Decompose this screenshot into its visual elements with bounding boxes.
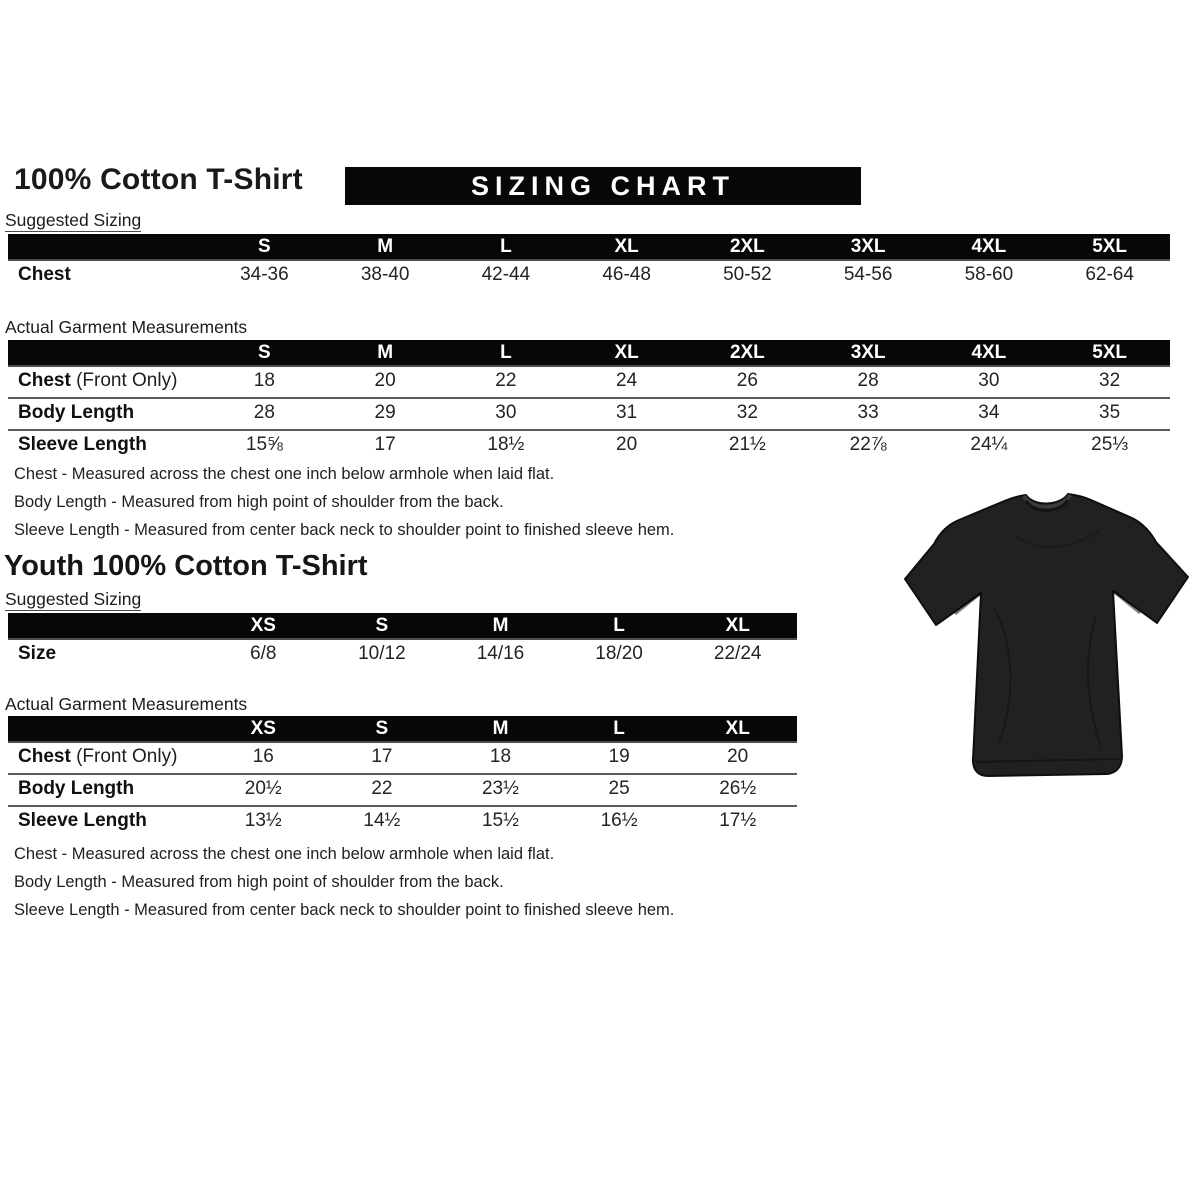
table-row-body-length <box>8 398 1170 430</box>
row-label: Body Length <box>18 402 135 423</box>
table-row-chest <box>8 366 1170 398</box>
size-value-cell: 21½ <box>728 434 766 455</box>
black-tshirt-image <box>897 474 1195 808</box>
size-value-cell: 26½ <box>719 778 757 799</box>
size-value-cell: 32 <box>1099 370 1121 391</box>
size-value-cell: 38-40 <box>360 264 410 285</box>
adult-measurement-notes <box>14 460 674 544</box>
size-column-header: M <box>441 613 560 639</box>
size-value-cell: 33 <box>857 402 879 423</box>
size-value-cell: 22 <box>371 778 393 799</box>
size-value-cell: 15⅝ <box>245 434 283 455</box>
row-label: Sleeve Length <box>18 434 147 455</box>
youth-measurement-notes <box>14 840 674 924</box>
size-value-cell: 6/8 <box>250 643 277 664</box>
size-value-cell: 30 <box>978 370 1000 391</box>
size-value-cell: 20 <box>727 746 749 767</box>
size-value-cell: 17½ <box>719 810 757 831</box>
size-value-cell: 20 <box>374 370 396 391</box>
youth-suggested-sizing-table <box>8 613 797 670</box>
size-value-cell: 42-44 <box>481 264 531 285</box>
size-column-header: M <box>441 716 560 742</box>
size-column-header: XS <box>204 716 323 742</box>
table-header-row <box>8 613 797 639</box>
header-spacer-cell <box>8 234 204 260</box>
header-spacer-cell <box>8 340 204 366</box>
table-header-row <box>8 716 797 742</box>
size-column-header: L <box>560 716 679 742</box>
size-value-cell: 50-52 <box>723 264 772 285</box>
size-column-header: S <box>323 613 442 639</box>
measurement-note: Chest - Measured across the chest one inch below armhole when laid flat. <box>14 465 555 483</box>
size-value-cell: 16 <box>252 746 274 767</box>
table-row-sleeve-length <box>8 430 1170 461</box>
table-row-chest <box>8 260 1170 291</box>
size-value-cell: 18 <box>253 370 275 391</box>
size-value-cell: 30 <box>495 402 517 423</box>
size-column-header: XL <box>566 234 687 260</box>
sizing-chart-banner <box>345 167 861 205</box>
table-header-row <box>8 234 1170 260</box>
adult-actual-measurements-table <box>8 340 1170 461</box>
measurement-note: Body Length - Measured from high point of shoulder from the back. <box>14 873 504 891</box>
row-label: Chest <box>18 264 71 285</box>
sizing-chart-banner-text: SIZING CHART <box>471 170 735 201</box>
size-value-cell: 17 <box>374 434 396 455</box>
size-value-cell: 34 <box>978 402 1000 423</box>
size-value-cell: 22 <box>495 370 517 391</box>
size-column-header: M <box>325 234 446 260</box>
size-value-cell: 18½ <box>487 434 525 455</box>
size-value-cell: 28 <box>857 370 879 391</box>
size-value-cell: 16½ <box>600 810 638 831</box>
size-value-cell: 18 <box>489 746 512 767</box>
adult-suggested-sizing-label: Suggested Sizing <box>5 210 142 230</box>
size-value-cell: 32 <box>736 402 758 423</box>
header-spacer-cell <box>8 613 204 639</box>
size-column-header: L <box>446 234 567 260</box>
size-column-header: XS <box>204 613 323 639</box>
size-value-cell: 22⅞ <box>849 434 887 455</box>
size-value-cell: 25 <box>608 778 630 799</box>
size-value-cell: 25⅓ <box>1091 434 1129 455</box>
size-column-header: XL <box>678 716 797 742</box>
measurement-note: Sleeve Length - Measured from center back neck to shoulder point to finished sleeve hem. <box>14 521 675 539</box>
size-value-cell: 31 <box>616 402 638 423</box>
row-label: Chest (Front Only) <box>18 746 178 767</box>
size-value-cell: 35 <box>1099 402 1121 423</box>
size-value-cell: 58-60 <box>964 264 1014 285</box>
size-value-cell: 10/12 <box>358 643 406 664</box>
youth-actual-measurements-table <box>8 716 797 837</box>
table-row-size <box>8 639 797 670</box>
size-column-header: 5XL <box>1049 234 1170 260</box>
size-value-cell: 24¼ <box>970 434 1008 455</box>
size-column-header: 2XL <box>687 340 808 366</box>
size-value-cell: 46-48 <box>602 264 651 285</box>
size-value-cell: 23½ <box>481 778 519 799</box>
size-value-cell: 14½ <box>363 810 401 831</box>
size-value-cell: 22/24 <box>713 643 762 664</box>
adult-actual-measurements-label: Actual Garment Measurements <box>5 317 248 337</box>
size-column-header: 2XL <box>687 234 808 260</box>
header-spacer-cell <box>8 716 204 742</box>
row-label: Chest (Front Only) <box>18 370 178 391</box>
table-header-row <box>8 340 1170 366</box>
size-column-header: XL <box>566 340 687 366</box>
measurement-note: Body Length - Measured from high point of shoulder from the back. <box>14 493 504 511</box>
size-column-header: 3XL <box>808 340 929 366</box>
size-value-cell: 17 <box>371 746 393 767</box>
size-value-cell: 24 <box>616 370 638 391</box>
size-value-cell: 19 <box>608 746 630 767</box>
size-value-cell: 54-56 <box>843 264 893 285</box>
size-column-header: L <box>446 340 567 366</box>
size-value-cell: 34-36 <box>240 264 289 285</box>
row-label: Size <box>18 643 57 664</box>
size-column-header: L <box>560 613 679 639</box>
youth-section-title: Youth 100% Cotton T-Shirt <box>4 550 368 582</box>
measurement-note: Sleeve Length - Measured from center back neck to shoulder point to finished sleeve hem. <box>14 901 675 919</box>
size-value-cell: 20 <box>616 434 638 455</box>
size-column-header: 4XL <box>929 340 1050 366</box>
youth-actual-measurements-label: Actual Garment Measurements <box>5 694 248 714</box>
row-label: Sleeve Length <box>18 810 147 831</box>
table-row-body-length <box>8 774 797 806</box>
table-row-chest <box>8 742 797 774</box>
size-column-header: M <box>325 340 446 366</box>
size-value-cell: 28 <box>253 402 275 423</box>
size-column-header: S <box>204 340 325 366</box>
size-column-header: S <box>323 716 442 742</box>
size-column-header: XL <box>678 613 797 639</box>
adult-suggested-sizing-table <box>8 234 1170 291</box>
size-value-cell: 18/20 <box>595 643 643 664</box>
measurement-note: Chest - Measured across the chest one inch below armhole when laid flat. <box>14 845 555 863</box>
size-value-cell: 15½ <box>481 810 519 831</box>
size-column-header: S <box>204 234 325 260</box>
size-column-header: 5XL <box>1049 340 1170 366</box>
row-label: Body Length <box>18 778 135 799</box>
size-value-cell: 20½ <box>244 778 282 799</box>
size-column-header: 3XL <box>808 234 929 260</box>
size-value-cell: 13½ <box>244 810 282 831</box>
table-row-sleeve-length <box>8 806 797 837</box>
size-column-header: 4XL <box>929 234 1050 260</box>
size-value-cell: 29 <box>374 402 396 423</box>
youth-suggested-sizing-label: Suggested Sizing <box>5 589 142 609</box>
page-title: 100% Cotton T-Shirt <box>14 163 303 196</box>
size-value-cell: 26 <box>736 370 758 391</box>
size-value-cell: 62-64 <box>1085 264 1134 285</box>
size-value-cell: 14/16 <box>476 643 525 664</box>
